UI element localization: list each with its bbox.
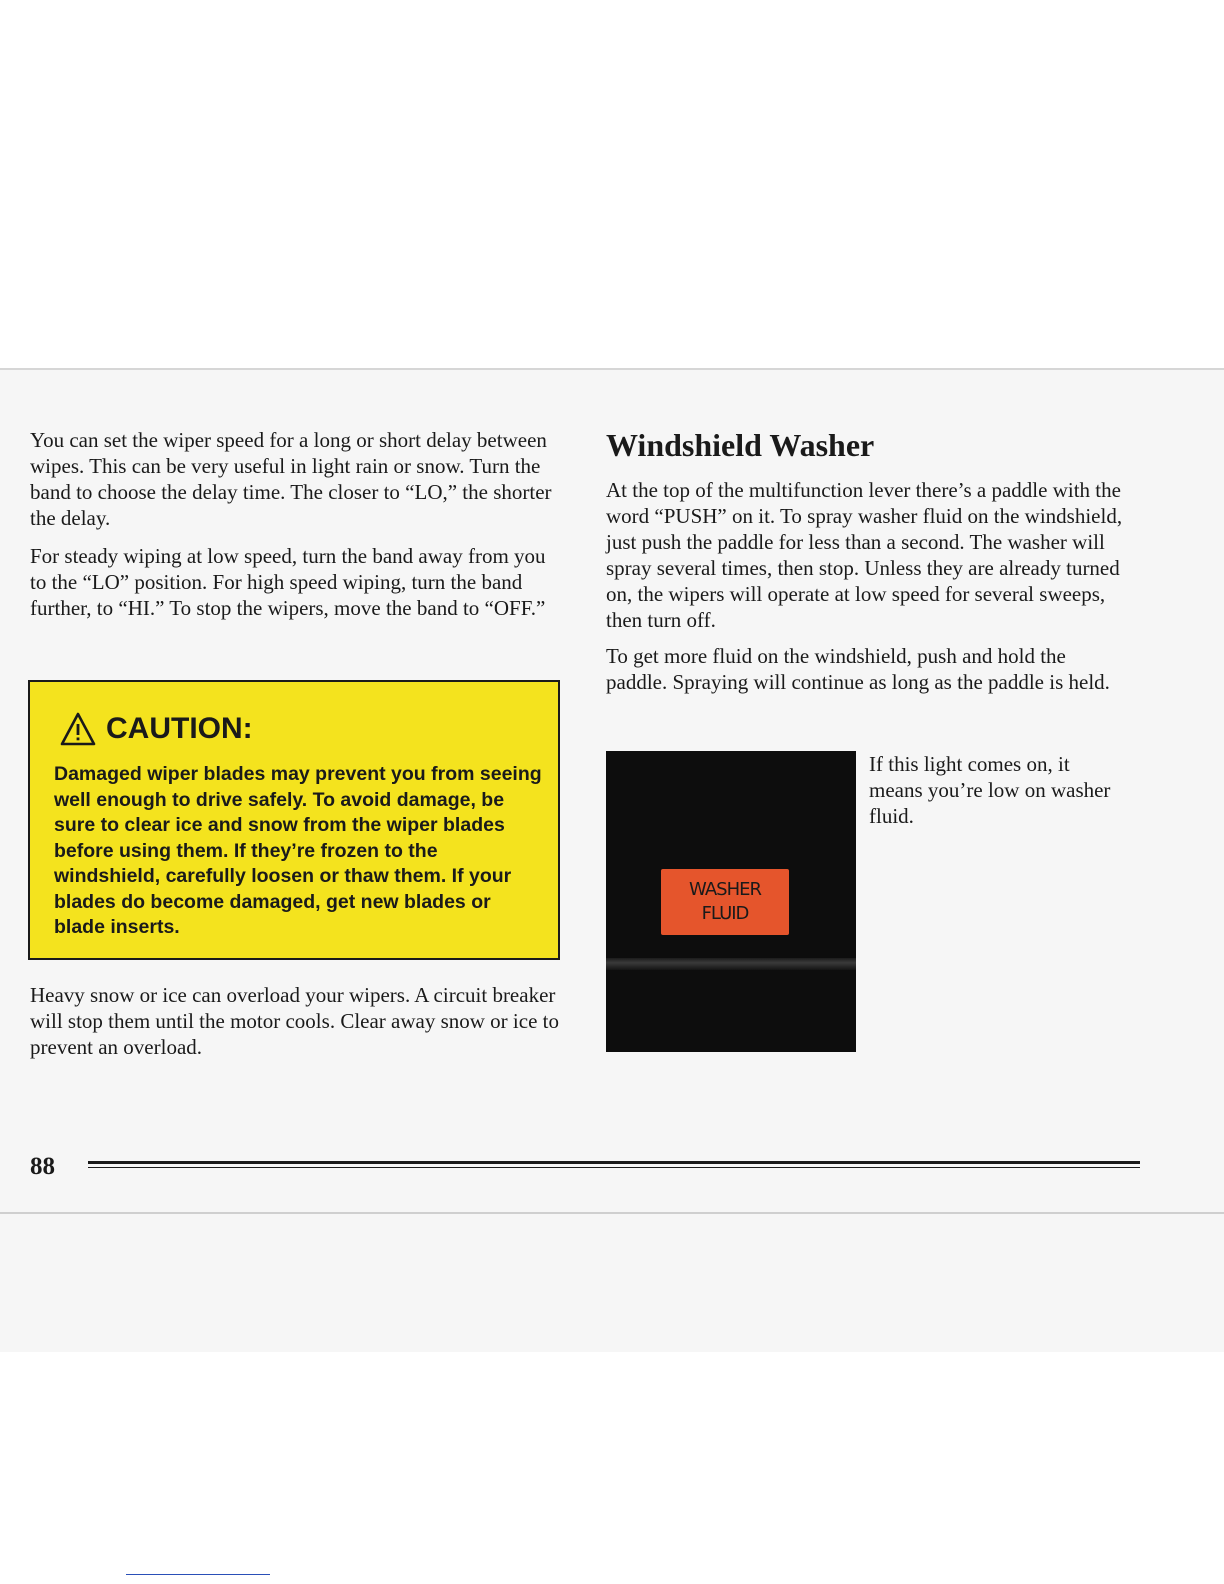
footer-rule xyxy=(88,1161,1140,1168)
page-title: Windshield Washer xyxy=(606,427,875,463)
overload-paragraph: Heavy snow or ice can overload your wipers. A circuit breaker will stop them until the motor cools. Clear away snow or ice to prevent an overload. xyxy=(30,983,559,1059)
indicator-line-2: FLUID xyxy=(701,903,749,924)
washer-fluid-warning-light xyxy=(661,869,789,935)
caution-heading xyxy=(60,712,253,746)
washer-fluid-indicator-image xyxy=(606,751,856,1052)
caution-text: Damaged wiper blades may prevent you from seeing well enough to drive safely. To avoid damage, be sure to clear ice and snow from the wiper blades before using them. If they’re frozen to the windshield, carefully loosen or thaw them. If your blades do become damaged, get new blades or blade inserts. xyxy=(54,763,542,938)
warning-triangle-icon xyxy=(60,712,96,746)
indicator-line-1: WASHER xyxy=(689,879,761,900)
page-number: 88 xyxy=(30,1153,55,1180)
caution-label: CAUTION: xyxy=(106,712,253,745)
more-fluid-paragraph: To get more fluid on the windshield, push and hold the paddle. Spraying will continue as long as the paddle is held. xyxy=(606,644,1110,694)
indicator-caption: If this light comes on, it means you’re low on washer fluid. xyxy=(869,752,1111,828)
washer-operation-paragraph: At the top of the multifunction lever there’s a paddle with the word “PUSH” on it. To spray washer fluid on the windshield, just push the paddle for less than a second. The washer will spray several times, then stop. Unless they are already turned on, the wipers will operate at low speed for several sweeps, then turn off. xyxy=(606,478,1123,632)
steady-wiping-paragraph: For steady wiping at low speed, turn the band away from you to the “LO” position. For high speed wiping, turn the band further, to “HI.” To stop the wipers, move the band to “OFF.” xyxy=(30,544,546,620)
page-band-divider xyxy=(0,1212,1224,1214)
wiper-delay-paragraph: You can set the wiper speed for a long or short delay between wipes. This can be very useful in light rain or snow. Turn the band to choose the delay time. The closer to “LO,” the shorter the delay. xyxy=(30,428,552,530)
panel-divider xyxy=(606,958,856,970)
caution-box xyxy=(28,680,560,960)
link-underline[interactable] xyxy=(126,1574,270,1575)
